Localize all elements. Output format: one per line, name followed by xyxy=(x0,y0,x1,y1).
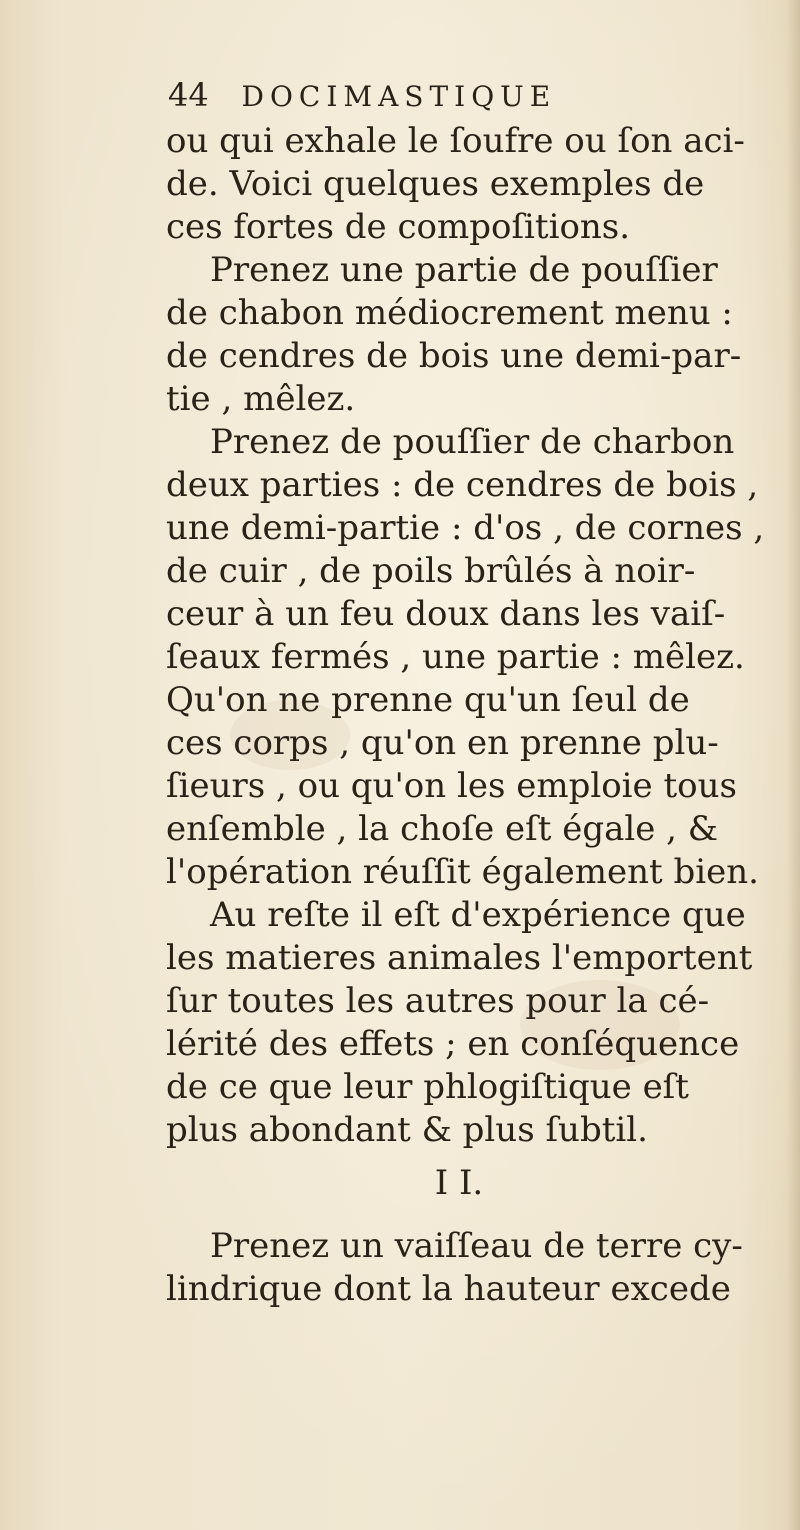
text-line: deux parties : de cendres de bois , xyxy=(166,465,759,505)
text-line: de cendres de bois une demi-par- xyxy=(166,336,742,376)
section-number: I I. xyxy=(434,1163,484,1203)
text-line: lindrique dont la hauteur excede xyxy=(166,1269,731,1309)
text-line: Prenez un vaiſſeau de terre cy- xyxy=(210,1226,743,1266)
text-line: lérité des effets ; en conſéquence xyxy=(166,1024,740,1064)
text-line: ces fortes de compoſitions. xyxy=(166,207,631,247)
text-line: ceur à un feu doux dans les vaiſ- xyxy=(166,594,726,634)
text-line: ou qui exhale le ſoufre ou ſon aci- xyxy=(166,121,745,161)
text-line: Prenez une partie de pouſſier xyxy=(210,250,718,290)
text-line: Prenez de pouſſier de charbon xyxy=(210,422,735,462)
running-header xyxy=(168,70,688,120)
text-line: plus abondant & plus ſubtil. xyxy=(166,1110,648,1150)
text-line: tie , mêlez. xyxy=(166,379,356,419)
text-line: les matieres animales l'emportent xyxy=(166,938,753,978)
text-line: ſieurs , ou qu'on les emploie tous xyxy=(166,766,737,806)
text-line: enſemble , la choſe eſt égale , & xyxy=(166,809,719,849)
text-line: de. Voici quelques exemples de xyxy=(166,164,705,204)
text-line: de chabon médiocrement menu : xyxy=(166,293,733,333)
running-title: DOCIMASTIQUE xyxy=(241,80,557,113)
text-line: Qu'on ne prenne qu'un ſeul de xyxy=(166,680,690,720)
body-text xyxy=(166,120,766,1311)
text-line: ſeaux fermés , une partie : mêlez. xyxy=(166,637,745,677)
text-line: Au reſte il eſt d'expérience que xyxy=(210,895,746,935)
text-line: ſur toutes les autres pour la cé- xyxy=(166,981,710,1021)
text-line: de ce que leur phlogiſtique eſt xyxy=(166,1067,689,1107)
text-line: de cuir , de poils brûlés à noir- xyxy=(166,551,696,591)
text-line: l'opération réuſſit également bien. xyxy=(166,852,759,892)
text-line: ces corps , qu'on en prenne plu- xyxy=(166,723,719,763)
page-number: 44 xyxy=(168,76,209,114)
page-edge-shadow xyxy=(786,0,800,1530)
text-line: une demi-partie : d'os , de cornes , xyxy=(166,508,765,548)
